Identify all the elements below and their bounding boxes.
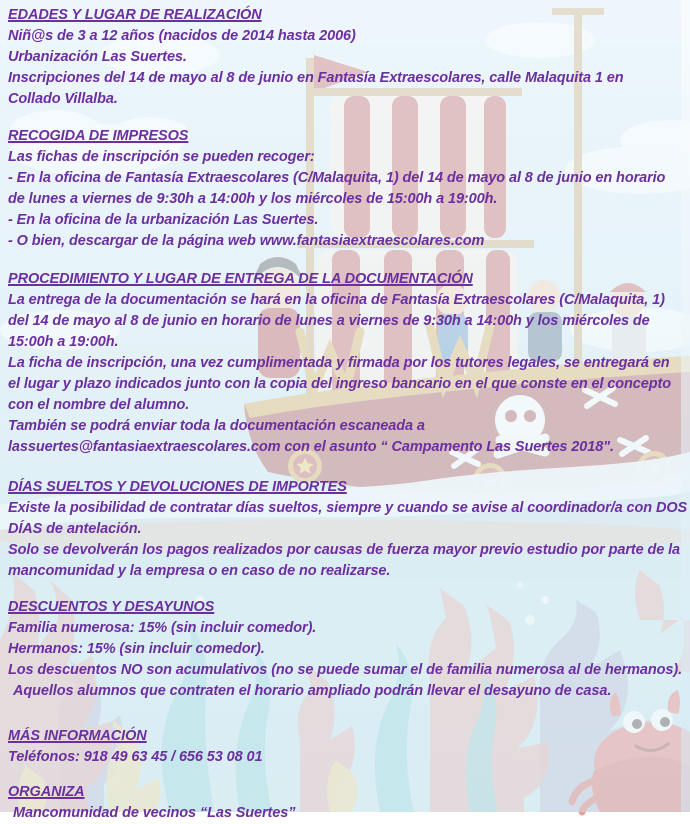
section-heading: DESCUENTOS Y DESAYUNOS — [8, 599, 215, 615]
section-edades — [8, 5, 690, 110]
section-heading: RECOGIDA DE IMPRESOS — [8, 128, 189, 144]
body-line: Aquellos alumnos que contraten el horario ampliado podrán llevar el desayuno de casa. — [13, 683, 612, 699]
body-line: Las fichas de inscripción se pueden recoger: — [8, 149, 315, 165]
body-line: Los descuentos NO son acumulativos (no se puede sumar el de familia numerosa al de hermanos). — [8, 662, 682, 678]
body-line: Collado Villalba. — [8, 91, 118, 107]
body-line: DÍAS de antelación. — [8, 521, 142, 537]
section-heading: PROCEDIMIENTO Y LUGAR DE ENTREGA DE LA DOCUMENTACIÓN — [8, 271, 473, 287]
body-line: Familia numerosa: 15% (sin incluir comedor). — [8, 620, 317, 636]
section-procedimiento — [8, 269, 690, 458]
section-heading: DÍAS SUELTOS Y DEVOLUCIONES DE IMPORTES — [8, 479, 347, 495]
body-line: La ficha de inscripción, una vez cumplimentada y firmada por los tutores legales, se entregará en — [8, 355, 670, 371]
body-line: Solo se devolverán los pagos realizados por causas de fuerza mayor previo estudio por parte de la — [8, 542, 681, 558]
body-line: el lugar y plazo indicados junto con la copia del ingreso bancario en el que conste en el concepto — [8, 376, 671, 392]
section-recogida — [8, 126, 690, 252]
body-line: Inscripciones del 14 de mayo al 8 de junio en Fantasía Extraescolares, calle Malaquita 1 en — [8, 70, 624, 86]
body-line website-url-line: - O bien, descargar de la página web www.fantasiaextraescolares.com — [8, 233, 485, 249]
body-line: Urbanización Las Suertes. — [8, 49, 187, 65]
section-heading: MÁS INFORMACIÓN — [8, 728, 147, 744]
body-line email-line: lassuertes@fantasiaextraescolares.com con el asunto “ Campamento Las Suertes 2018". — [8, 439, 614, 455]
section-dias-sueltos — [8, 477, 690, 582]
phone-numbers-line: Teléfonos: 918 49 63 45 / 656 53 08 01 — [8, 749, 263, 765]
body-line: con el nombre del alumno. — [8, 397, 190, 413]
body-line: - En la oficina de Fantasía Extraescolares (C/Malaquita, 1) del 14 de mayo al 8 de junio en horario — [8, 170, 666, 186]
section-heading: EDADES Y LUGAR DE REALIZACIÓN — [8, 7, 262, 23]
body-line: La entrega de la documentación se hará en la oficina de Fantasía Extraescolares (C/Malaquita, 1) — [8, 292, 665, 308]
body-line: Hermanos: 15% (sin incluir comedor). — [8, 641, 265, 657]
body-line: Niñ@s de 3 a 12 años (nacidos de 2014 hasta 2006) — [8, 28, 356, 44]
section-heading: ORGANIZA — [8, 784, 85, 800]
body-line: Existe la posibilidad de contratar días sueltos, siempre y cuando se avise al coordinador/a con DOS — [8, 500, 688, 516]
body-line: Mancomunidad de vecinos “Las Suertes” — [13, 805, 296, 821]
section-organiza — [8, 782, 690, 824]
body-line: - En la oficina de la urbanización Las Suertes. — [8, 212, 319, 228]
body-line: También se podrá enviar toda la documentación escaneada a — [8, 418, 425, 434]
body-line: mancomunidad y la empresa o en caso de no realizarse. — [8, 563, 391, 579]
section-descuentos — [8, 597, 690, 702]
body-line: 15:00h a 19:00h. — [8, 334, 119, 350]
body-line: del 14 de mayo al 8 de junio en horario de lunes a viernes de 9:30h a 14:00h y los miércoles de — [8, 313, 650, 329]
body-line: de lunes a viernes de 9:30h a 14:00h y los miércoles de 15:00h a 19:00h. — [8, 191, 498, 207]
section-mas-informacion — [8, 726, 690, 768]
